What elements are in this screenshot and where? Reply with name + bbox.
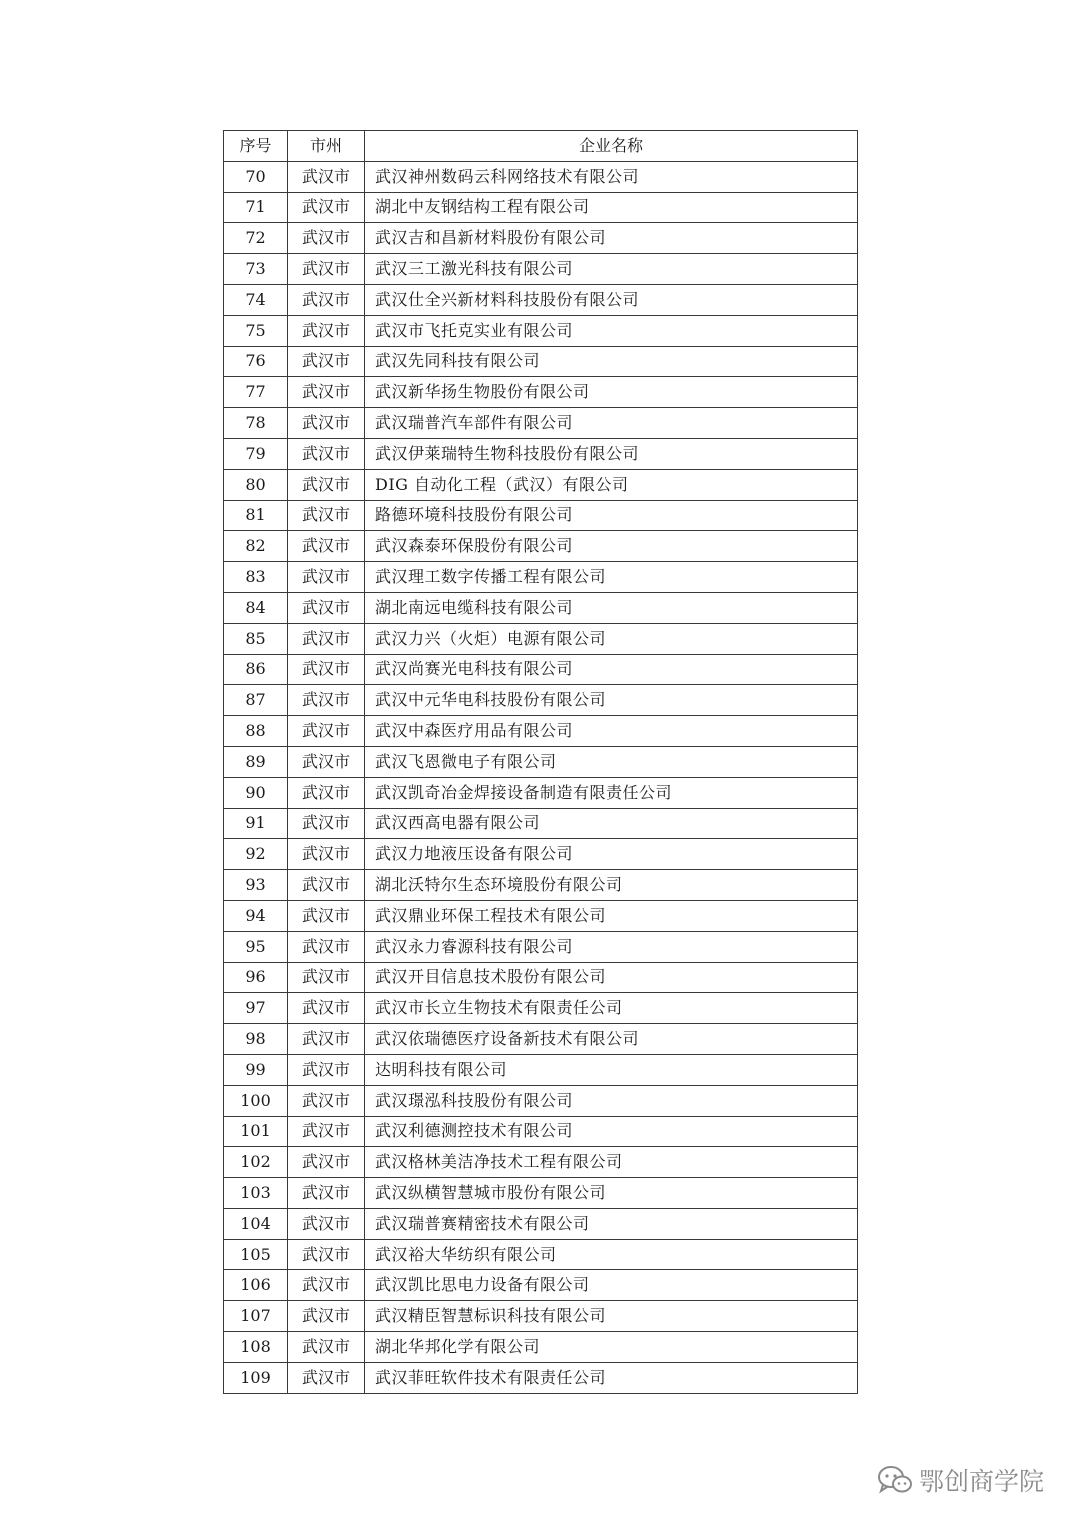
row-city: 武汉市: [288, 1054, 365, 1085]
table-row: [224, 562, 858, 593]
row-city: 武汉市: [288, 654, 365, 685]
table-row: [224, 931, 858, 962]
row-city: 武汉市: [288, 284, 365, 315]
watermark: [877, 1462, 1044, 1498]
row-company-name: 湖北沃特尔生态环境股份有限公司: [365, 870, 858, 901]
row-company-name: 武汉瑞普赛精密技术有限公司: [365, 1208, 858, 1239]
table-row: [224, 993, 858, 1024]
row-index: 83: [224, 562, 288, 593]
row-city: 武汉市: [288, 1085, 365, 1116]
table-row: [224, 839, 858, 870]
row-company-name: 路德环境科技股份有限公司: [365, 500, 858, 531]
row-company-name: 武汉菲旺软件技术有限责任公司: [365, 1362, 858, 1393]
row-index: 75: [224, 315, 288, 346]
header-name: 企业名称: [365, 131, 858, 162]
row-index: 102: [224, 1147, 288, 1178]
row-index: 74: [224, 284, 288, 315]
row-index: 82: [224, 531, 288, 562]
row-index: 91: [224, 808, 288, 839]
table-row: [224, 808, 858, 839]
table-row: [224, 438, 858, 469]
table-row: [224, 746, 858, 777]
table-row: [224, 315, 858, 346]
row-company-name: 武汉飞恩微电子有限公司: [365, 746, 858, 777]
row-company-name: 武汉三工激光科技有限公司: [365, 254, 858, 285]
row-city: 武汉市: [288, 408, 365, 439]
row-city: 武汉市: [288, 1332, 365, 1363]
row-index: 95: [224, 931, 288, 962]
table-row: [224, 1270, 858, 1301]
row-city: 武汉市: [288, 438, 365, 469]
table-row: [224, 1116, 858, 1147]
row-index: 92: [224, 839, 288, 870]
row-index: 88: [224, 716, 288, 747]
row-city: 武汉市: [288, 900, 365, 931]
row-city: 武汉市: [288, 1024, 365, 1055]
row-index: 73: [224, 254, 288, 285]
row-company-name: 武汉纵横智慧城市股份有限公司: [365, 1178, 858, 1209]
table-row: [224, 1054, 858, 1085]
row-index: 70: [224, 161, 288, 192]
row-city: 武汉市: [288, 808, 365, 839]
row-city: 武汉市: [288, 315, 365, 346]
row-index: 71: [224, 192, 288, 223]
row-company-name: 武汉市飞托克实业有限公司: [365, 315, 858, 346]
table-row: [224, 531, 858, 562]
row-index: 109: [224, 1362, 288, 1393]
row-index: 106: [224, 1270, 288, 1301]
table-row: [224, 870, 858, 901]
row-index: 79: [224, 438, 288, 469]
row-company-name: 武汉凯比思电力设备有限公司: [365, 1270, 858, 1301]
row-city: 武汉市: [288, 500, 365, 531]
row-index: 72: [224, 223, 288, 254]
row-index: 105: [224, 1239, 288, 1270]
table-row: [224, 469, 858, 500]
row-company-name: 武汉吉和昌新材料股份有限公司: [365, 223, 858, 254]
row-index: 90: [224, 777, 288, 808]
row-city: 武汉市: [288, 346, 365, 377]
wechat-icon: [877, 1465, 913, 1495]
row-company-name: 武汉永力睿源科技有限公司: [365, 931, 858, 962]
table-row: [224, 500, 858, 531]
row-city: 武汉市: [288, 254, 365, 285]
table-row: [224, 1332, 858, 1363]
row-company-name: 湖北华邦化学有限公司: [365, 1332, 858, 1363]
row-company-name: 武汉璟泓科技股份有限公司: [365, 1085, 858, 1116]
row-city: 武汉市: [288, 161, 365, 192]
row-index: 85: [224, 623, 288, 654]
row-index: 89: [224, 746, 288, 777]
row-city: 武汉市: [288, 1147, 365, 1178]
row-index: 103: [224, 1178, 288, 1209]
row-city: 武汉市: [288, 1362, 365, 1393]
table-row: [224, 1085, 858, 1116]
table-row: [224, 716, 858, 747]
row-company-name: 武汉依瑞德医疗设备新技术有限公司: [365, 1024, 858, 1055]
table-row: [224, 962, 858, 993]
row-company-name: 武汉瑞普汽车部件有限公司: [365, 408, 858, 439]
table-row: [224, 900, 858, 931]
row-company-name: 武汉力兴（火炬）电源有限公司: [365, 623, 858, 654]
row-company-name: 武汉格林美洁净技术工程有限公司: [365, 1147, 858, 1178]
row-index: 76: [224, 346, 288, 377]
row-city: 武汉市: [288, 1301, 365, 1332]
row-city: 武汉市: [288, 377, 365, 408]
row-index: 77: [224, 377, 288, 408]
row-index: 84: [224, 592, 288, 623]
row-city: 武汉市: [288, 592, 365, 623]
table-row: [224, 1147, 858, 1178]
row-index: 93: [224, 870, 288, 901]
row-index: 100: [224, 1085, 288, 1116]
table-row: [224, 592, 858, 623]
row-company-name: 湖北中友钢结构工程有限公司: [365, 192, 858, 223]
table-row: [224, 161, 858, 192]
row-company-name: 武汉利德测控技术有限公司: [365, 1116, 858, 1147]
row-index: 96: [224, 962, 288, 993]
row-index: 108: [224, 1332, 288, 1363]
table-row: [224, 408, 858, 439]
row-city: 武汉市: [288, 777, 365, 808]
row-company-name: 武汉先同科技有限公司: [365, 346, 858, 377]
row-company-name: 武汉市长立生物技术有限责任公司: [365, 993, 858, 1024]
row-company-name: 武汉伊莱瑞特生物科技股份有限公司: [365, 438, 858, 469]
row-index: 97: [224, 993, 288, 1024]
table-row: [224, 377, 858, 408]
row-index: 78: [224, 408, 288, 439]
row-index: 107: [224, 1301, 288, 1332]
table-row: [224, 346, 858, 377]
row-company-name: 武汉中森医疗用品有限公司: [365, 716, 858, 747]
row-city: 武汉市: [288, 1178, 365, 1209]
row-company-name: DIG 自动化工程（武汉）有限公司: [365, 469, 858, 500]
row-city: 武汉市: [288, 531, 365, 562]
row-company-name: 湖北南远电缆科技有限公司: [365, 592, 858, 623]
row-city: 武汉市: [288, 993, 365, 1024]
row-city: 武汉市: [288, 1116, 365, 1147]
table-row: [224, 777, 858, 808]
row-index: 94: [224, 900, 288, 931]
table-row: [224, 254, 858, 285]
table-row: [224, 1301, 858, 1332]
row-city: 武汉市: [288, 746, 365, 777]
row-index: 104: [224, 1208, 288, 1239]
row-company-name: 武汉凯奇冶金焊接设备制造有限责任公司: [365, 777, 858, 808]
row-company-name: 武汉中元华电科技股份有限公司: [365, 685, 858, 716]
watermark-text: 鄂创商学院: [918, 1467, 1044, 1496]
row-city: 武汉市: [288, 192, 365, 223]
row-city: 武汉市: [288, 562, 365, 593]
row-city: 武汉市: [288, 1208, 365, 1239]
header-city: 市州: [288, 131, 365, 162]
table-row: [224, 623, 858, 654]
table-row: [224, 1362, 858, 1393]
table-header: [224, 131, 858, 162]
table-row: [224, 223, 858, 254]
row-city: 武汉市: [288, 623, 365, 654]
row-company-name: 武汉森泰环保股份有限公司: [365, 531, 858, 562]
row-company-name: 武汉理工数字传播工程有限公司: [365, 562, 858, 593]
row-city: 武汉市: [288, 839, 365, 870]
row-city: 武汉市: [288, 870, 365, 901]
row-company-name: 武汉新华扬生物股份有限公司: [365, 377, 858, 408]
row-city: 武汉市: [288, 469, 365, 500]
row-index: 81: [224, 500, 288, 531]
row-company-name: 武汉裕大华纺织有限公司: [365, 1239, 858, 1270]
table-row: [224, 1178, 858, 1209]
row-city: 武汉市: [288, 931, 365, 962]
row-company-name: 武汉开目信息技术股份有限公司: [365, 962, 858, 993]
table-row: [224, 685, 858, 716]
row-company-name: 武汉精臣智慧标识科技有限公司: [365, 1301, 858, 1332]
row-city: 武汉市: [288, 716, 365, 747]
row-company-name: 武汉西高电器有限公司: [365, 808, 858, 839]
row-index: 99: [224, 1054, 288, 1085]
row-company-name: 武汉力地液压设备有限公司: [365, 839, 858, 870]
table-row: [224, 1208, 858, 1239]
row-index: 86: [224, 654, 288, 685]
row-city: 武汉市: [288, 223, 365, 254]
row-city: 武汉市: [288, 1239, 365, 1270]
header-index: 序号: [224, 131, 288, 162]
row-index: 98: [224, 1024, 288, 1055]
row-city: 武汉市: [288, 685, 365, 716]
row-company-name: 武汉鼎业环保工程技术有限公司: [365, 900, 858, 931]
table-row: [224, 284, 858, 315]
row-city: 武汉市: [288, 1270, 365, 1301]
row-index: 101: [224, 1116, 288, 1147]
row-company-name: 达明科技有限公司: [365, 1054, 858, 1085]
table-body: [224, 161, 858, 1393]
row-city: 武汉市: [288, 962, 365, 993]
row-company-name: 武汉尚赛光电科技有限公司: [365, 654, 858, 685]
row-index: 87: [224, 685, 288, 716]
row-company-name: 武汉仕全兴新材料科技股份有限公司: [365, 284, 858, 315]
header-row: [224, 131, 858, 162]
table-row: [224, 1024, 858, 1055]
company-table: [223, 130, 858, 1394]
table-row: [224, 192, 858, 223]
table-row: [224, 1239, 858, 1270]
table-row: [224, 654, 858, 685]
row-company-name: 武汉神州数码云科网络技术有限公司: [365, 161, 858, 192]
row-index: 80: [224, 469, 288, 500]
